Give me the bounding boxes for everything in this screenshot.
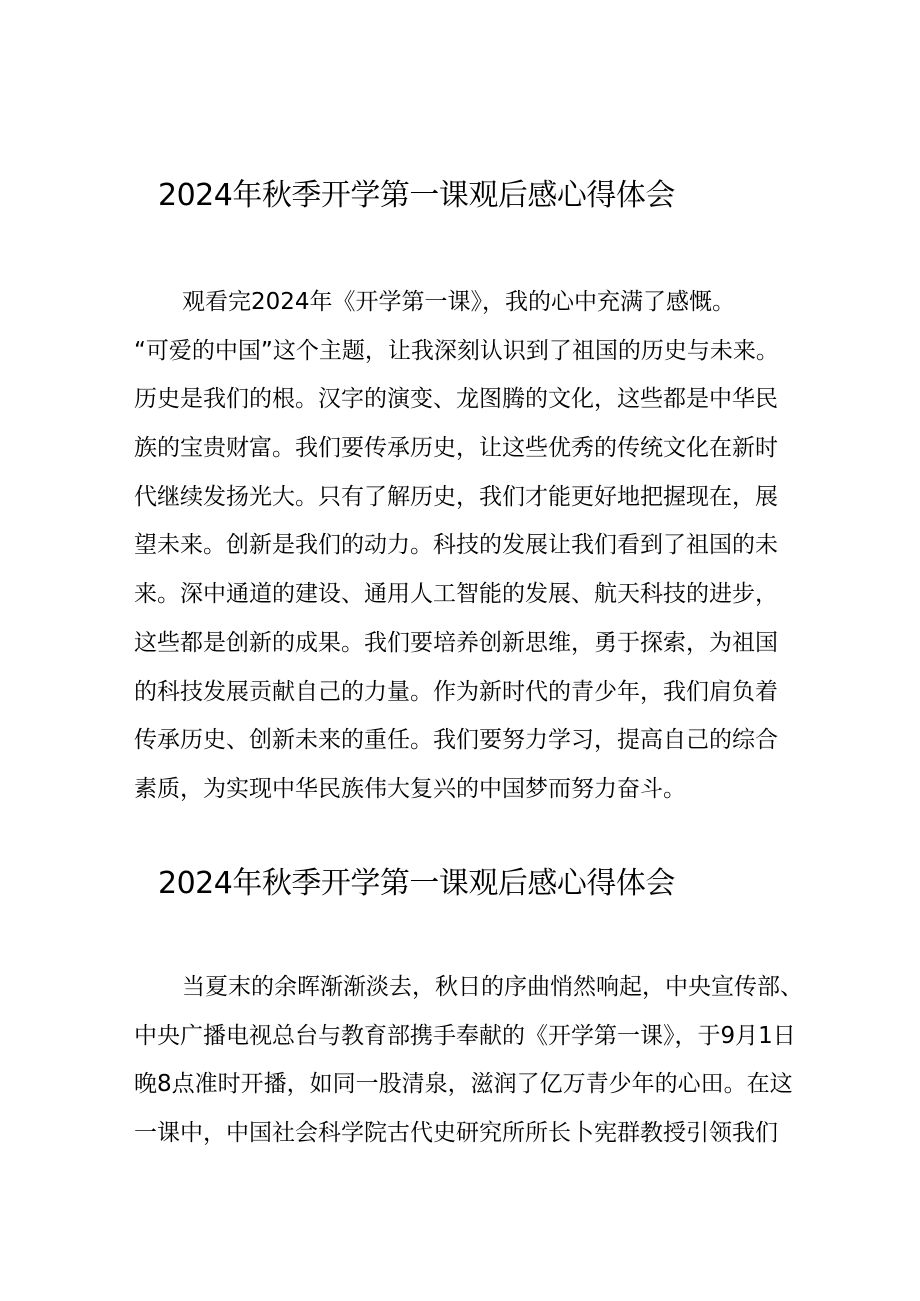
section-2-paragraph [134, 963, 803, 1158]
paragraph-line: 族的宝贵财富。我们要传承历史，让这些优秀的传统文化在新时 [134, 435, 778, 462]
paragraph-line: 中央广播电视总台与教育部携手奉献的《开学第一课》，于9月1日 [134, 1022, 796, 1049]
paragraph-line: 的科技发展贡献自己的力量。作为新时代的青少年，我们肩负着 [134, 678, 778, 705]
section-1-paragraph [134, 278, 794, 814]
paragraph-line: 一课中，中国社会科学院古代史研究所所长卜宪群教授引领我们 [134, 1120, 778, 1147]
section-2-title: 2024年秋季开学第一课观后感心得体会 [158, 866, 675, 901]
paragraph-line: 历史是我们的根。汉字的演变、龙图腾的文化，这些都是中华民 [134, 386, 778, 413]
paragraph-line: 素质，为实现中华民族伟大复兴的中国梦而努力奋斗。 [134, 775, 686, 802]
section-1-title: 2024年秋季开学第一课观后感心得体会 [158, 178, 675, 213]
paragraph-line: 传承历史、创新未来的重任。我们要努力学习，提高自己的综合 [134, 727, 778, 754]
paragraph-line: 代继续发扬光大。只有了解历史，我们才能更好地把握现在，展 [134, 483, 778, 510]
paragraph-line: 这些都是创新的成果。我们要培养创新思维，勇于探索，为祖国 [134, 629, 778, 656]
paragraph-line: 观看完2024年《开学第一课》，我的心中充满了感慨。 [182, 289, 736, 315]
paragraph-line: “可爱的中国”这个主题，让我深刻认识到了祖国的历史与未来。 [134, 337, 779, 364]
paragraph-line: 晚8点准时开播，如同一股清泉，滋润了亿万青少年的心田。在这 [134, 1071, 793, 1098]
paragraph-line: 来。深中通道的建设、通用人工智能的发展、航天科技的进步， [134, 581, 778, 608]
paragraph-line: 当夏末的余晖渐渐淡去，秋日的序曲悄然响起，中央宣传部、 [182, 974, 803, 1000]
paragraph-line: 望未来。创新是我们的动力。科技的发展让我们看到了祖国的未 [134, 532, 778, 559]
